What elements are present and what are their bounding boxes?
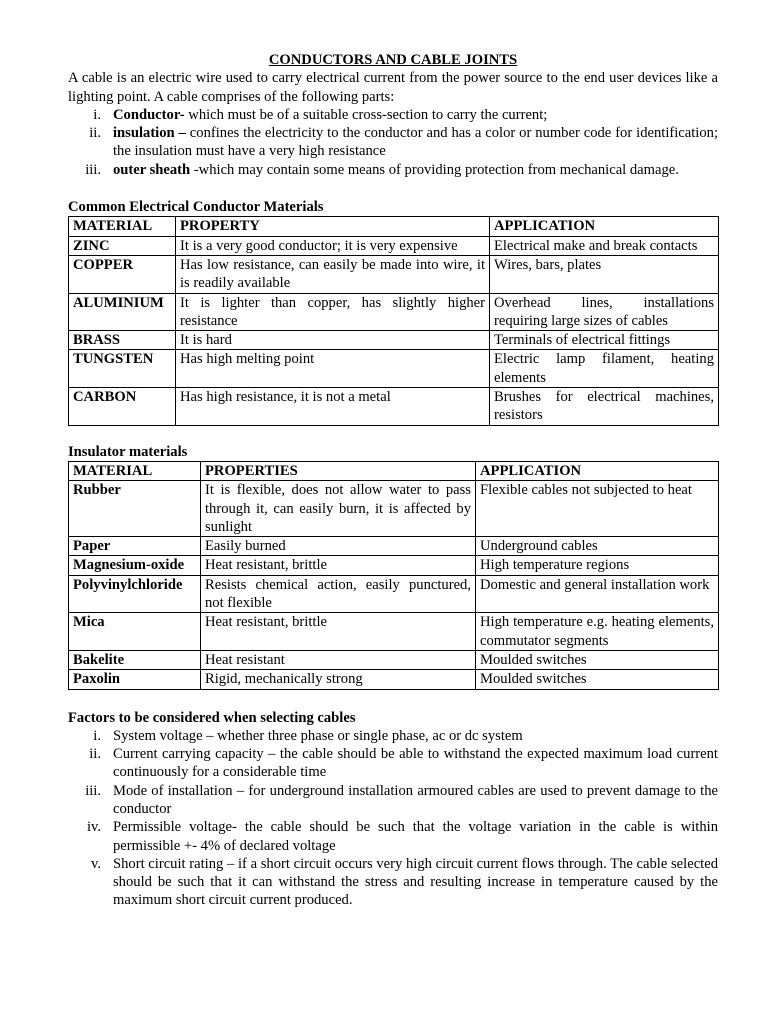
application-cell: Domestic and general installation work <box>476 575 719 613</box>
factor-text: System voltage – whether three phase or single phase, ac or dc system <box>113 727 523 744</box>
insulator-table-heading: Insulator materials <box>68 443 188 460</box>
property-cell: It is lighter than copper, has slightly higher resistance <box>176 293 490 331</box>
column-header: APPLICATION <box>476 461 719 480</box>
table-header-row <box>69 217 719 236</box>
application-cell: Flexible cables not subjected to heat <box>476 481 719 537</box>
table-row <box>69 481 719 537</box>
conductor-materials-table <box>68 216 719 425</box>
table-row <box>69 670 719 689</box>
list-number: iv. <box>86 819 101 836</box>
material-cell: ALUMINIUM <box>69 293 176 331</box>
property-cell: Rigid, mechanically strong <box>201 670 476 689</box>
property-cell: It is a very good conductor; it is very expensive <box>176 236 490 255</box>
table-row <box>69 650 719 669</box>
material-cell: Mica <box>69 613 201 651</box>
page-title: CONDUCTORS AND CABLE JOINTS <box>268 52 518 68</box>
conductor-table-heading: Common Electrical Conductor Materials <box>68 199 324 216</box>
material-cell: COPPER <box>69 255 176 293</box>
insulator-materials-table <box>68 461 719 690</box>
column-header: PROPERTY <box>176 217 490 236</box>
list-number: iii. <box>85 161 101 178</box>
table-row <box>69 236 719 255</box>
property-cell: Heat resistant <box>201 650 476 669</box>
property-cell: Has low resistance, can easily be made into wire, it is readily available <box>176 255 490 293</box>
property-cell: Has high resistance, it is not a metal <box>176 388 490 426</box>
material-cell: Rubber <box>69 481 201 537</box>
application-cell: Brushes for electrical machines, resistors <box>490 388 719 426</box>
property-cell: Resists chemical action, easily punctured, not flexible <box>201 575 476 613</box>
document-page <box>68 51 718 910</box>
part-term: Conductor- <box>113 106 185 123</box>
table-row <box>69 556 719 575</box>
part-term: insulation – <box>113 125 186 142</box>
list-item <box>68 855 718 910</box>
list-item <box>68 124 718 161</box>
part-text: confines the electricity to the conductor and has a color or number code for identification; the insulation must have a very high resistance <box>113 125 718 160</box>
list-number: v. <box>91 855 101 872</box>
factor-text: Current carrying capacity – the cable should be able to withstand the expected maximum load current continuously for a considerable time <box>113 746 718 781</box>
material-cell: Paper <box>69 537 201 556</box>
application-cell: Underground cables <box>476 537 719 556</box>
material-cell: Polyvinylchloride <box>69 575 201 613</box>
property-cell: Heat resistant, brittle <box>201 556 476 575</box>
application-cell: Overhead lines, installations requiring large sizes of cables <box>490 293 719 331</box>
list-number: ii. <box>89 746 101 763</box>
list-item <box>68 818 718 855</box>
material-cell: CARBON <box>69 388 176 426</box>
table-row <box>69 255 719 293</box>
part-text: -which may contain some means of providing protection from mechanical damage. <box>190 161 679 178</box>
column-header: PROPERTIES <box>201 461 476 480</box>
material-cell: Magnesium-oxide <box>69 556 201 575</box>
list-item <box>68 161 718 179</box>
table-row <box>69 613 719 651</box>
table-row <box>69 293 719 331</box>
material-cell: BRASS <box>69 331 176 350</box>
table-row <box>69 350 719 388</box>
list-number: i. <box>93 727 101 744</box>
factors-heading: Factors to be considered when selecting cables <box>68 709 356 726</box>
material-cell: ZINC <box>69 236 176 255</box>
property-cell: Has high melting point <box>176 350 490 388</box>
column-header: APPLICATION <box>490 217 719 236</box>
part-term: outer sheath <box>113 161 191 178</box>
material-cell: Bakelite <box>69 650 201 669</box>
material-cell: Paxolin <box>69 670 201 689</box>
property-cell: Heat resistant, brittle <box>201 613 476 651</box>
factor-text: Short circuit rating – if a short circuit occurs very high circuit current flows through. The cable selected should be such that it can withstand the stress and resulting increase in temperature caused by the maximum short circuit current produced. <box>113 855 718 909</box>
list-item <box>68 727 718 745</box>
application-cell: Moulded switches <box>476 670 719 689</box>
application-cell: Moulded switches <box>476 650 719 669</box>
application-cell: Electric lamp filament, heating elements <box>490 350 719 388</box>
application-cell: Electrical make and break contacts <box>490 236 719 255</box>
application-cell: Wires, bars, plates <box>490 255 719 293</box>
part-text: which must be of a suitable cross-section to carry the current; <box>184 106 548 123</box>
table-row <box>69 575 719 613</box>
intro-paragraph: A cable is an electric wire used to carry electrical current from the power source to the end user devices like a lighting point. A cable comprises of the following parts: <box>68 70 718 105</box>
column-header: MATERIAL <box>69 217 176 236</box>
table-row <box>69 331 719 350</box>
table-row <box>69 388 719 426</box>
property-cell: Easily burned <box>201 537 476 556</box>
property-cell: It is flexible, does not allow water to pass through it, can easily burn, it is affected by sunlight <box>201 481 476 537</box>
list-item <box>68 106 718 124</box>
table-header-row <box>69 461 719 480</box>
application-cell: Terminals of electrical fittings <box>490 331 719 350</box>
factors-list <box>68 727 718 910</box>
list-number: ii. <box>89 125 101 142</box>
cable-parts-list <box>68 106 718 179</box>
table-row <box>69 537 719 556</box>
factor-text: Permissible voltage- the cable should be such that the voltage variation in the cable is within permissible +- 4% of declared voltage <box>113 819 718 854</box>
factor-text: Mode of installation – for underground installation armoured cables are used to prevent damage to the conductor <box>113 782 718 817</box>
column-header: MATERIAL <box>69 461 201 480</box>
list-item <box>68 782 718 819</box>
application-cell: High temperature regions <box>476 556 719 575</box>
material-cell: TUNGSTEN <box>69 350 176 388</box>
application-cell: High temperature e.g. heating elements, commutator segments <box>476 613 719 651</box>
list-number: iii. <box>85 782 101 799</box>
list-number: i. <box>93 106 101 123</box>
list-item <box>68 745 718 782</box>
property-cell: It is hard <box>176 331 490 350</box>
